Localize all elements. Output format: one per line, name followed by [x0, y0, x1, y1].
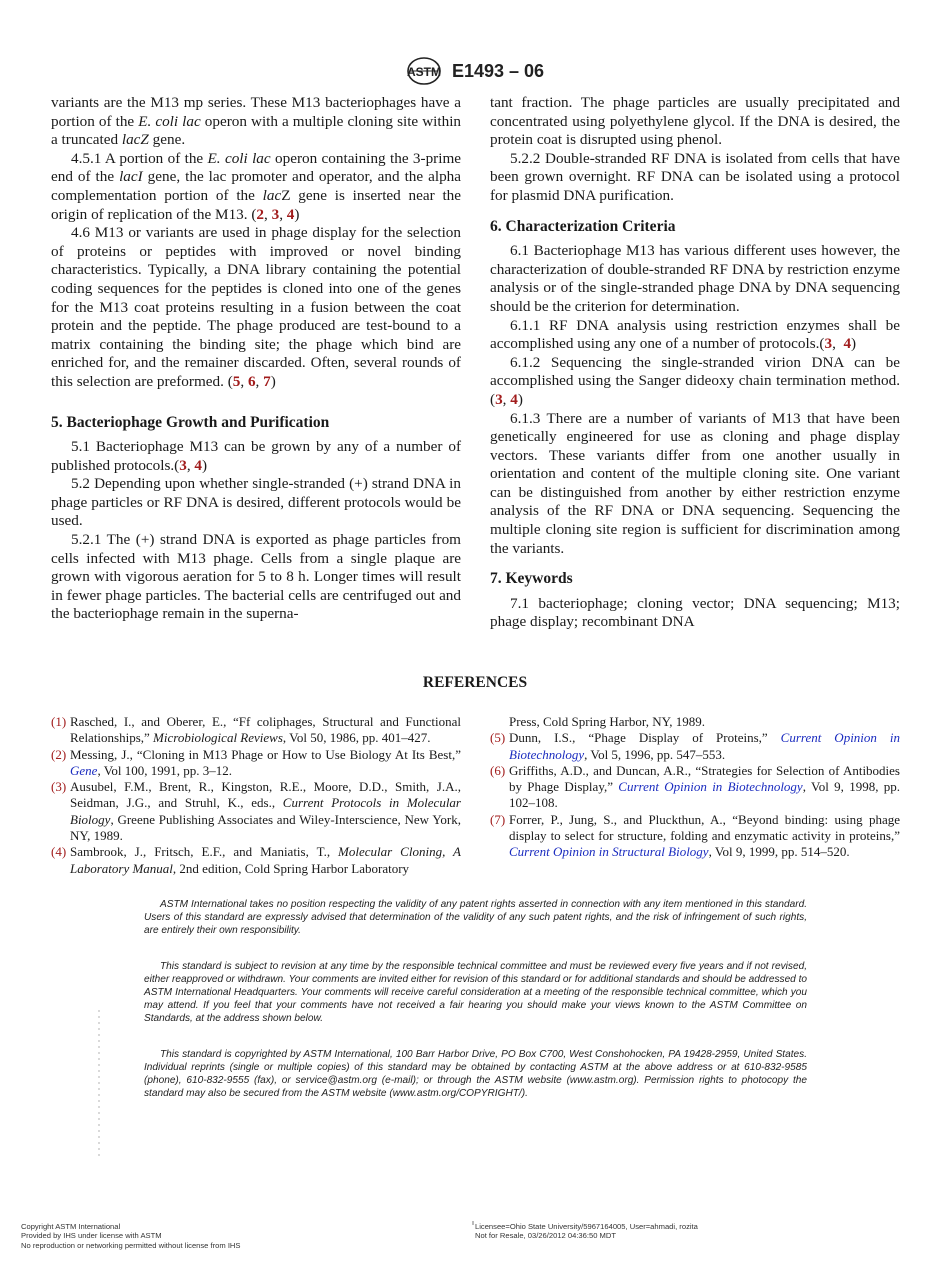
reference-item: (5) Dunn, I.S., “Phage Display of Proteins,” Current Opinion in Biotechnology, Vol 5, 1996, pp. 547–553. — [490, 730, 900, 762]
page-header — [0, 56, 950, 86]
references-left-column — [51, 714, 461, 877]
paragraph-6-1-3: 6.1.3 There are a number of variants of M13 that have been genetically engineered for use as cloning and phage display vectors. These variants differ from one another usually in orientation and content of the multiple cloning site. One variant can be distinguished from another by either restriction enzyme analysis of the RF DNA or DNA sequencing. Sequencing the multiple cloning site region is sufficient for discrimination among the variants. — [490, 409, 900, 557]
scan-artifact-mark — [472, 1221, 474, 1225]
paragraph-4-5-1: 4.5.1 A portion of the E. coli lac operon containing the 3-prime end of the lacI gene, the lac promoter and operator, and the alpha complementation portion of the lacZ gene is inserted near the origin of replication of the M13. (2, 3, 4) — [51, 149, 462, 223]
reference-number: (6) — [490, 762, 506, 778]
citation-link[interactable]: 3 — [824, 335, 833, 353]
paragraph-intro: variants are the M13 mp series. These M13 bacteriophages have a portion of the E. coli lac operon with a multiple cloning site within a truncated lacZ gene. — [51, 94, 462, 149]
citation-link[interactable]: 4 — [510, 390, 518, 408]
reference-number: (7) — [490, 811, 506, 827]
reference-item: (3) Ausubel, F.M., Brent, R., Kingston, R.E., Moore, D.D., Smith, J.A., Seidman, J.G., and Struhl, K., eds., Current Protocols in Molecular Biology, Greene Publishing Associates and Wiley-Interscience, New York, NY, 1989. — [51, 779, 461, 844]
scan-artifact-dots — [98, 1010, 100, 1160]
journal-link[interactable]: Current Opinion in Biotechnology — [509, 730, 900, 762]
citation-link[interactable]: 5 — [232, 372, 241, 390]
paragraph-4-6: 4.6 M13 or variants are used in phage display for the selection of proteins or peptides with improved or novel binding characteristics. Typically, a DNA library containing the potential coding sequences for the peptides is cloned into one of the genes for the M13 coat proteins resulting in a fusion between the coat protein and the peptide. The phage produced are test-bound to a matrix containing the binding site; the phage which bind are enriched for, and the remainer discarded. Often, several rounds of this selection are preformed. (5, 6, 7) — [51, 224, 461, 390]
citation-link[interactable]: 7 — [263, 372, 271, 390]
footer-license-left: Copyright ASTM International Provided by IHS under license with ASTM No reproduction or networking permitted without license from IHS — [21, 1222, 241, 1250]
reference-item: (6) Griffiths, A.D., and Duncan, A.R., “Strategies for Selection of Antibodies by Phage Display,” Current Opinion in Biotechnology, Vol 9, 1998, pp. 102–108. — [490, 762, 900, 811]
paragraph-5-1: 5.1 Bacteriophage M13 can be grown by any of a number of published protocols.(3, 4) — [51, 438, 461, 474]
reference-item: (1) Rasched, I., and Oberer, E., “Ff coliphages, Structural and Functional Relationships,” Microbiological Reviews, Vol 50, 1986, pp. 401–427. — [51, 714, 461, 746]
paragraph-6-1: 6.1 Bacteriophage M13 has various different uses however, the characterization of double-stranded RF DNA by restriction enzyme analysis or of the single-stranded phage DNA by DNA sequencing should be the criterion for determination. — [490, 242, 900, 315]
right-column — [490, 94, 900, 632]
section-5-heading: 5. Bacteriophage Growth and Purification — [51, 413, 330, 431]
references-right-column — [490, 714, 900, 861]
reference-number: (1) — [51, 714, 67, 729]
reference-number: (4) — [51, 844, 67, 860]
reference-item: (7) Forrer, P., Jung, S., and Pluckthun, A., “Beyond binding: using phage display to select for structure, folding and enzymatic activity in proteins,” Current Opinion in Structural Biology, Vol 9, 1999, pp. 514–520. — [490, 811, 900, 860]
paragraph-continued: tant fraction. The phage particles are usually precipitated and concentrated using polyethylene glycol. If the DNA is desired, the protein coat is disrupted using phenol. — [490, 94, 900, 149]
paragraph-5-2-1: 5.2.1 The (+) strand DNA is exported as phage particles from cells infected with M13 phage. Cells from a single plaque are grown with vigorous aeration for 5 to 8 h. Longer times will result in fewer phage particles. The bacterial cells are centrifuged out and the bacteriophage remain in the superna- — [51, 531, 461, 623]
citation-link[interactable]: 4 — [194, 456, 203, 474]
paragraph-7-1: 7.1 bacteriophage; cloning vector; DNA sequencing; M13; phage display; recombinant DNA — [490, 594, 900, 631]
citation-link[interactable]: 3 — [179, 456, 187, 474]
paragraph-6-1-1: 6.1.1 RF DNA analysis using restriction enzymes shall be accomplished using any one of a number of protocols.(3, 4) — [490, 316, 900, 353]
footer-license-right: Licensee=Ohio State University/5967164005, User=ahmadi, rozita Not for Resale, 03/26/2012 04:36:50 MDT — [475, 1222, 698, 1241]
citation-link[interactable]: 3 — [271, 205, 280, 223]
section-6-heading: 6. Characterization Criteria — [490, 217, 676, 235]
reference-number: (5) — [490, 730, 506, 746]
journal-link[interactable]: Current Opinion in Structural Biology — [509, 844, 709, 860]
standard-designation: E1493 – 06 — [451, 60, 545, 81]
citation-link[interactable]: 6 — [247, 372, 256, 390]
citation-link[interactable]: 4 — [286, 205, 295, 223]
reference-number: (3) — [51, 779, 67, 795]
astm-logo-icon — [406, 56, 442, 86]
reference-item-continued: Press, Cold Spring Harbor, NY, 1989. — [509, 714, 706, 729]
citation-link[interactable]: 2 — [256, 205, 264, 223]
paragraph-6-1-2: 6.1.2 Sequencing the single-stranded virion DNA can be accomplished using the Sanger dideoxy chain termination method.(3, 4) — [490, 353, 900, 408]
paragraph-5-2: 5.2 Depending upon whether single-stranded (+) strand DNA in phage particles or RF DNA is desired, different protocols would be used. — [51, 475, 461, 530]
left-column — [51, 94, 461, 624]
journal-link[interactable]: Current Opinion in Biotechnology — [618, 779, 803, 795]
reference-item: (4) Sambrook, J., Fritsch, E.F., and Maniatis, T., Molecular Cloning, A Laboratory Manual, 2nd edition, Cold Spring Harbor Laboratory — [51, 844, 461, 876]
citation-link[interactable]: 4 — [843, 335, 852, 353]
reference-item: (2) Messing, J., “Cloning in M13 Phage or How to Use Biology At Its Best,” Gene, Vol 100, 1991, pp. 3–12. — [51, 746, 461, 778]
section-7-heading: 7. Keywords — [490, 570, 573, 588]
reference-number: (2) — [51, 746, 67, 762]
svg-text:ASTM: ASTM — [406, 65, 441, 79]
revision-notice: This standard is subject to revision at any time by the responsible technical committee and must be reviewed every five years and if not revised, either reapproved or withdrawn. Your comments are invited either for revision of this standard or for additional standards and should be addressed to ASTM International Headquarters. Your comments will receive careful consideration at a meeting of the responsible technical committee, which you may attend. If you feel that your comments have not received a fair hearing you should make your views known to the ASTM Committee on Standards, at the address shown below. — [144, 961, 808, 1024]
references-heading: REFERENCES — [422, 674, 528, 691]
patent-notice: ASTM International takes no position respecting the validity of any patent rights asserted in connection with any item mentioned in this standard. Users of this standard are expressly advised that determination of the validity of any such patent rights, and the risk of infringement of such rights, are entirely their own responsibility. — [144, 899, 807, 936]
citation-link[interactable]: 3 — [495, 390, 503, 408]
paragraph-5-2-2: 5.2.2 Double-stranded RF DNA is isolated from cells that have been grown overnight. RF DNA can be isolated using a protocol for plasmid DNA purification. — [490, 149, 900, 204]
copyright-notice: This standard is copyrighted by ASTM International, 100 Barr Harbor Drive, PO Box C700, West Conshohocken, PA 19428-2959, United States. Individual reprints (single or multiple copies) of this standard may be obtained by contacting ASTM at the above address or at 610-832-9585 (phone), 610-832-9555 (fax), or service@astm.org (e-mail); or through the ASTM website (www.astm.org). Permission rights to photocopy the standard may also be secured from the ASTM website (www.astm.org/COPYRIGHT/). — [144, 1049, 807, 1099]
journal-link[interactable]: Gene — [70, 762, 98, 778]
